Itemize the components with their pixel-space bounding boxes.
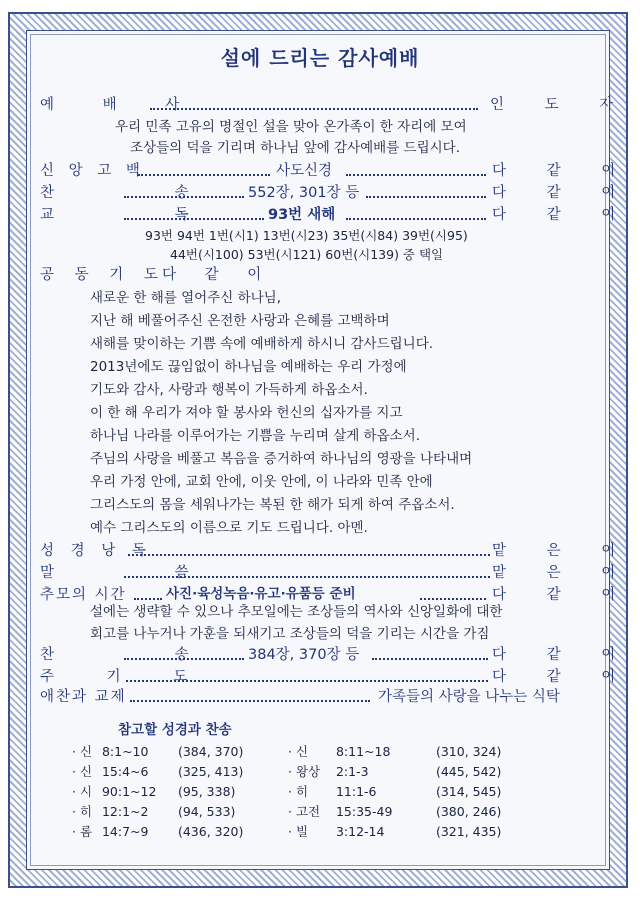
creed-value: 사도신경	[276, 163, 333, 179]
page-title: 설에 드리는 감사예배	[220, 46, 420, 70]
leader-dots	[372, 658, 488, 660]
reading-value: 93번 새해	[268, 207, 336, 223]
reference-item: · 빌 3:12-14 (321, 435)	[288, 824, 502, 839]
reference-item: · 신 15:4~6 (325, 413)	[72, 764, 244, 779]
label-memorial: 추모의 시간	[40, 587, 127, 603]
leader-dots	[124, 196, 244, 198]
intro-line-1: 우리 민족 고유의 명절인 설을 맞아 온가족이 한 자리에 모여	[115, 119, 467, 135]
leader-dots	[126, 680, 488, 682]
memorial-line-2: 회고를 나누거나 가훈을 되새기고 조상들의 덕을 기리는 시간을 가짐	[90, 626, 490, 642]
leader-dots	[128, 554, 490, 556]
role-hymn: 다 같 이	[492, 185, 634, 201]
label-scripture: 성 경 낭 독	[40, 543, 152, 559]
leader-dots	[346, 218, 486, 220]
prayer-line: 주님의 사랑을 베풀고 복음을 증거하여 하나님의 영광을 나타내며	[90, 451, 473, 467]
label-fellowship: 애찬과 교제	[40, 689, 127, 705]
reading-options-2: 44번(시100) 53번(시121) 60번(시139) 중 택일	[170, 247, 444, 262]
hymn-2-value: 384장, 370장 등	[248, 647, 360, 663]
prayer-line: 예수 그리스도의 이름으로 기도 드립니다. 아멘.	[90, 520, 368, 536]
intro-line-2: 조상들의 덕을 기리며 하나님 앞에 감사예배를 드립시다.	[130, 140, 460, 156]
leader-dots	[124, 658, 244, 660]
reference-item: · 롬 14:7~9 (436, 320)	[72, 824, 244, 839]
label-reading: 교 독	[40, 207, 247, 223]
label-creed: 신 앙 고 백	[40, 163, 145, 179]
prayer-line: 하나님 나라를 이루어가는 기쁨을 누리며 살게 하옵소서.	[90, 428, 420, 444]
hymn-value: 552장, 301장 등	[248, 185, 360, 201]
prayer-line: 지난 해 베풀어주신 온전한 사랑과 은혜를 고백하며	[90, 313, 390, 329]
label-hymn-2: 찬 송	[40, 647, 247, 663]
leader-dots	[124, 218, 264, 220]
label-prayer: 공 동 기 도	[40, 267, 166, 283]
role-fellowship: 가족들의 사랑을 나누는 식탁	[378, 689, 560, 705]
role-reading: 다 같 이	[492, 207, 634, 223]
reading-options-1: 93번 94번 1번(시1) 13번(시23) 35번(시84) 39번(시95)	[145, 228, 468, 243]
reference-item: · 히 12:1~2 (94, 533)	[72, 804, 236, 819]
references-heading: 참고할 성경과 찬송	[118, 722, 232, 738]
prayer-line: 새로운 한 해를 열어주신 하나님,	[90, 290, 281, 306]
memorial-line-1: 설에는 생략할 수 있으나 추모일에는 조상들의 역사와 신앙일화에 대한	[90, 604, 503, 620]
reference-item: · 신 8:11~18 (310, 324)	[288, 744, 502, 759]
reference-item: · 히 11:1-6 (314, 545)	[288, 784, 502, 799]
label-worship-lead: 예 배 사	[40, 97, 202, 113]
label-hymn: 찬 송	[40, 185, 247, 201]
role-sermon: 맡 은 이	[492, 565, 634, 581]
reference-item: · 시 90:1~12 (95, 338)	[72, 784, 236, 799]
leader-dots	[124, 576, 490, 578]
prayer-line: 이 한 해 우리가 져야 할 봉사와 헌신의 십자가를 지고	[90, 405, 403, 421]
prayer-line: 우리 가정 안에, 교회 안에, 이웃 안에, 이 나라와 민족 안에	[90, 474, 433, 490]
role-scripture: 맡 은 이	[492, 543, 634, 559]
prayer-line: 새해를 맞이하는 기쁨 속에 예배하게 하시니 감사드립니다.	[90, 336, 434, 352]
leader-dots	[130, 700, 370, 702]
label-sermon: 말 씀	[40, 565, 247, 581]
memorial-value: 사진·육성녹음·유고·유품등 준비	[166, 586, 356, 602]
role-worship-lead: 인 도 자	[490, 97, 632, 113]
role-prayer: 다 같 이	[162, 267, 274, 283]
prayer-line: 2013년에도 끊임없이 하나님을 예배하는 우리 가정에	[90, 359, 407, 375]
prayer-line: 그리스도의 몸을 세워나가는 복된 한 해가 되게 하여 주옵소서.	[90, 497, 455, 513]
reference-item: · 신 8:1~10 (384, 370)	[72, 744, 244, 759]
leader-dots	[420, 598, 486, 600]
reference-item: · 왕상 2:1-3 (445, 542)	[288, 764, 502, 779]
reference-item: · 고전 15:35-49 (380, 246)	[288, 804, 502, 819]
role-creed: 다 같 이	[492, 163, 634, 179]
leader-dots	[150, 108, 478, 110]
leader-dots	[138, 174, 270, 176]
role-memorial: 다 같 이	[492, 587, 634, 603]
leader-dots	[366, 196, 486, 198]
label-lords-prayer: 주 기 도	[40, 669, 212, 685]
leader-dots	[134, 598, 162, 600]
leader-dots	[346, 174, 486, 176]
role-lords-prayer: 다 같 이	[492, 669, 634, 685]
prayer-line: 기도와 감사, 사랑과 행복이 가득하게 하옵소서.	[90, 382, 368, 398]
role-hymn-2: 다 같 이	[492, 647, 634, 663]
